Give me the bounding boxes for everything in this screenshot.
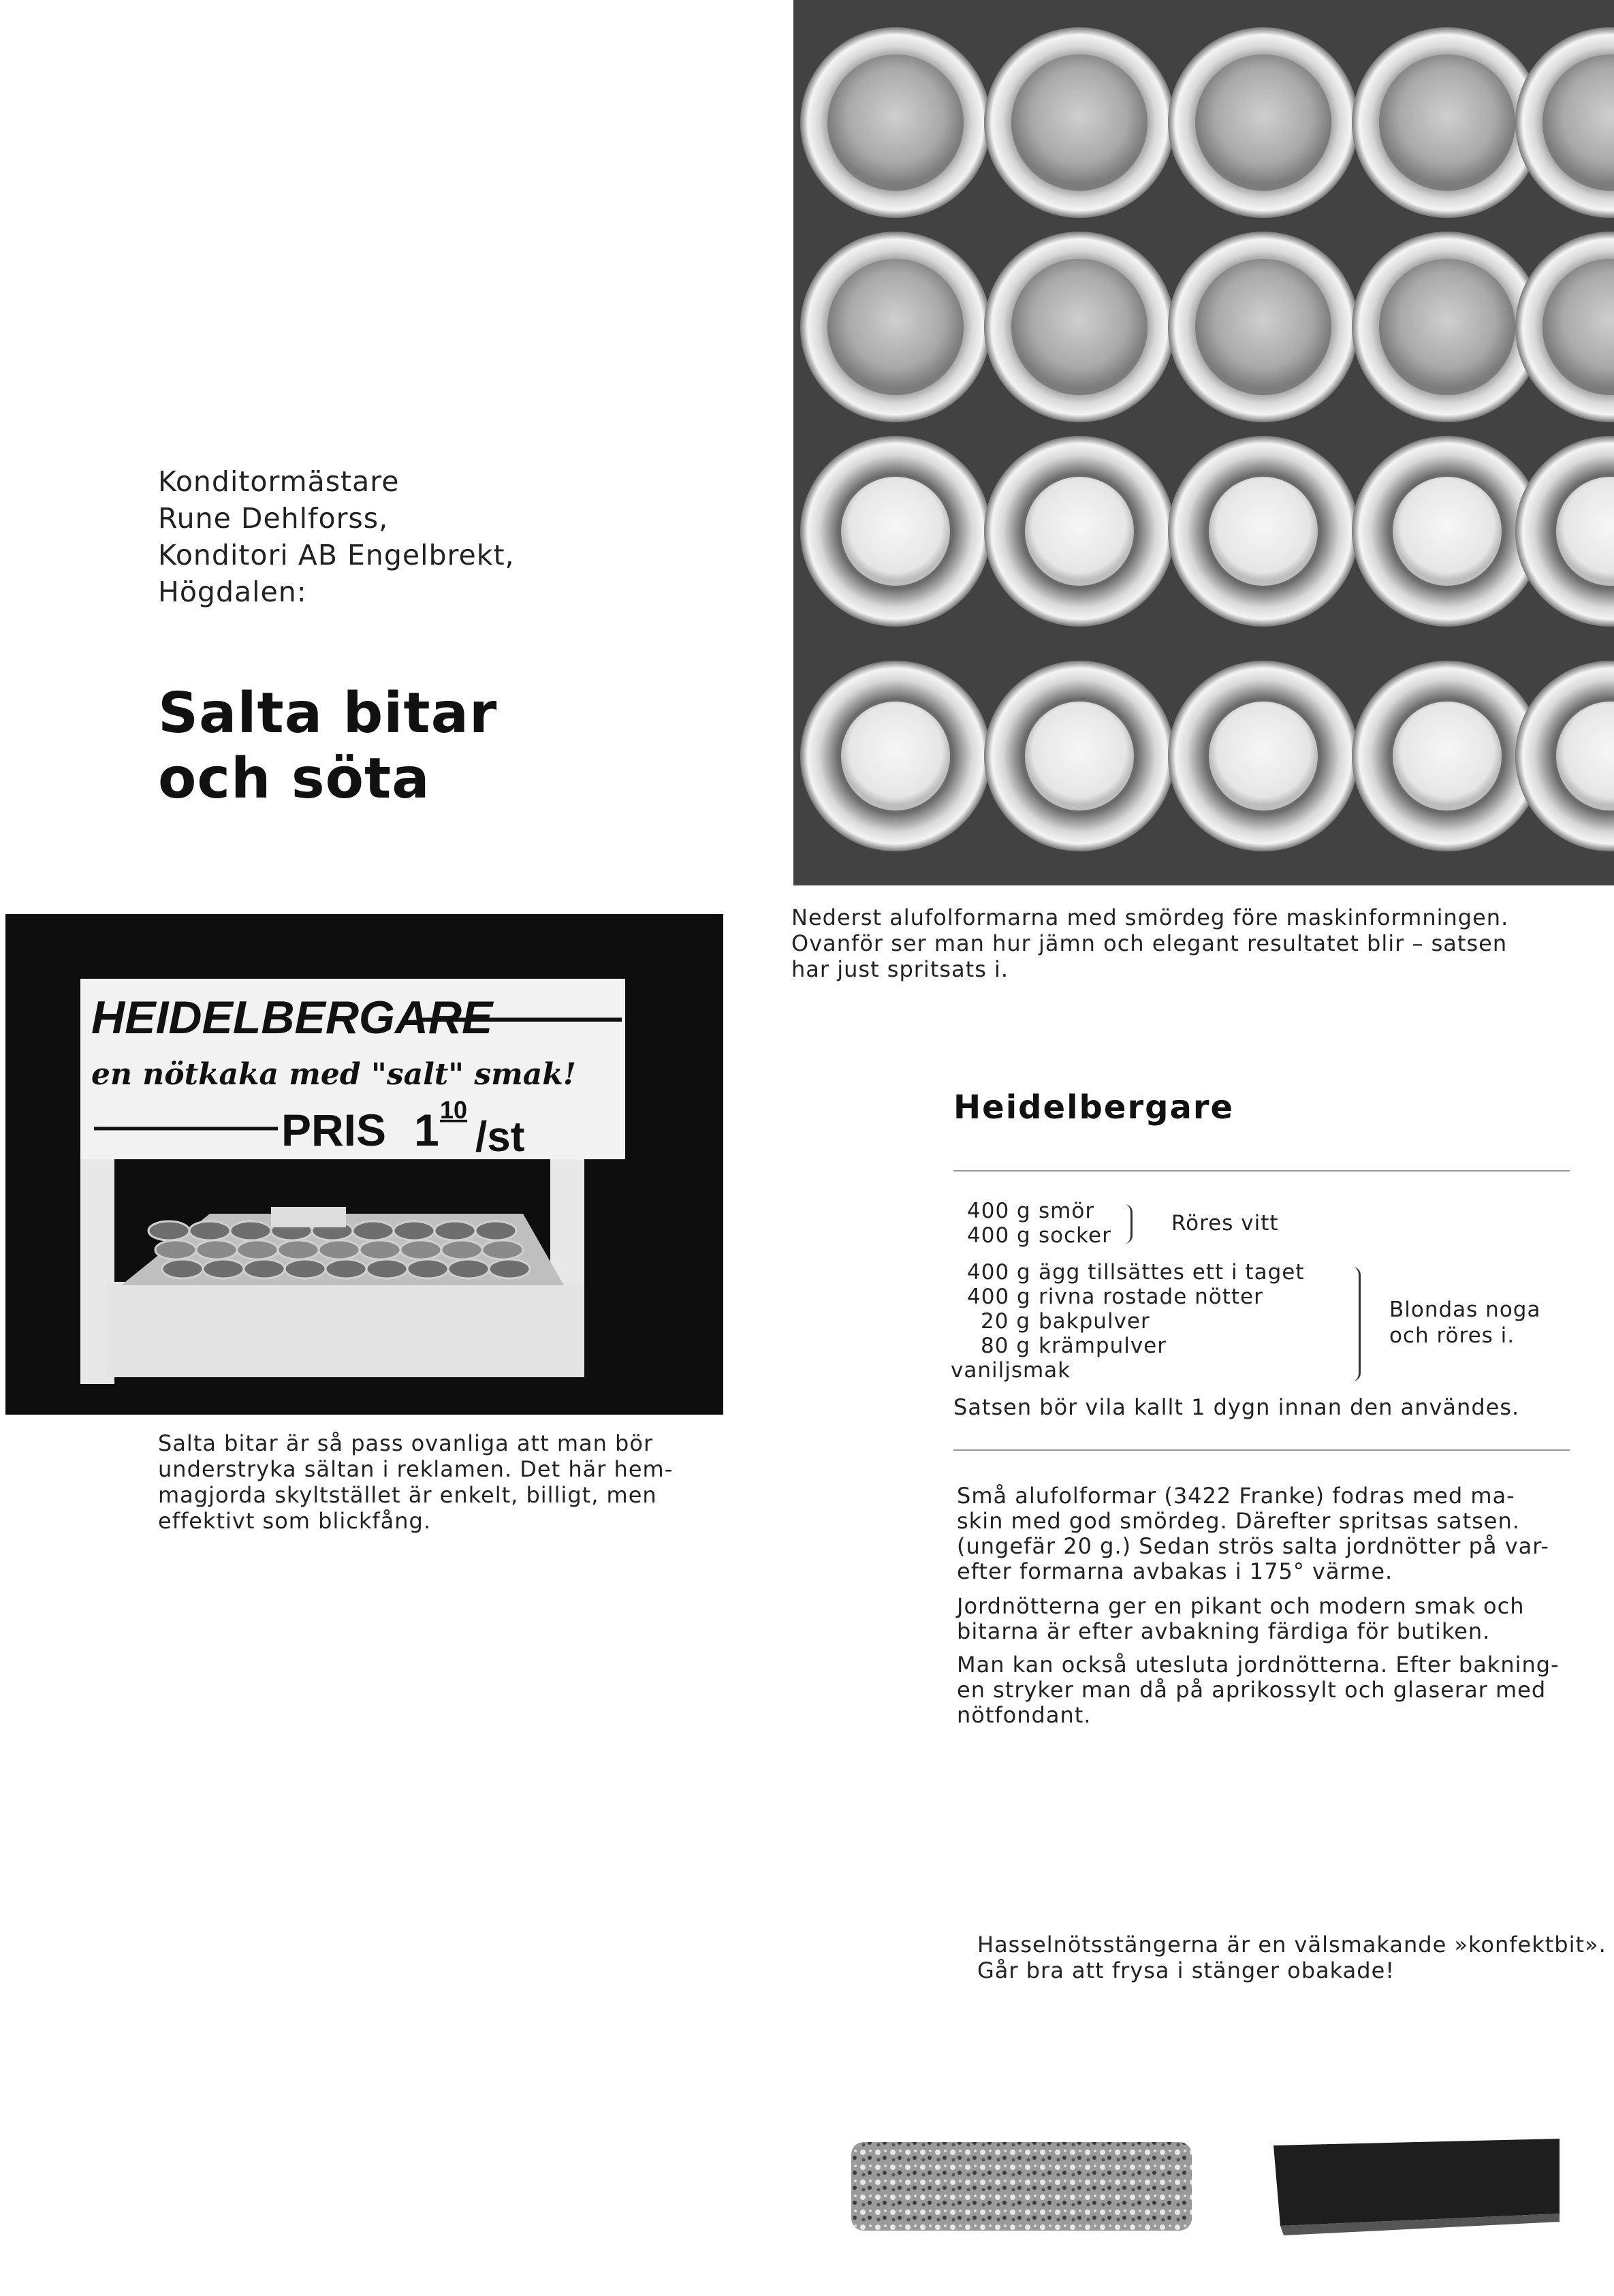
sign-pastry xyxy=(278,1240,319,1259)
baked-pastry xyxy=(1379,54,1515,191)
sign-pastry xyxy=(162,1259,203,1278)
sign-pastry xyxy=(237,1240,278,1259)
article-title xyxy=(158,681,497,812)
sign-pastry xyxy=(203,1259,244,1278)
sign-pastry xyxy=(244,1259,285,1278)
baked-pastry xyxy=(827,54,964,191)
baked-pastry xyxy=(1195,259,1331,395)
divider xyxy=(953,1170,1570,1171)
caption-line: har just spritsats i. xyxy=(791,956,1009,982)
baked-pastry xyxy=(1011,259,1148,395)
raw-dough xyxy=(1025,702,1134,811)
sign-pastry xyxy=(326,1259,366,1278)
hazelnut-bar-glazed xyxy=(1273,2139,1560,2226)
hazelnut-bar-plain xyxy=(851,2142,1192,2231)
byline-line: Konditormästare xyxy=(158,465,400,498)
baked-pastry xyxy=(1379,259,1515,395)
sign-heading: HEIDELBERGARE xyxy=(91,992,493,1043)
raw-dough xyxy=(1393,477,1502,586)
shop-sign-illustration xyxy=(5,914,723,1415)
sign-pastry xyxy=(319,1240,360,1259)
sign-pastry xyxy=(407,1259,448,1278)
photo-shop-sign xyxy=(5,914,723,1415)
ingredient-row: 400 g ägg tillsättes ett i taget xyxy=(967,1260,1305,1285)
caption-line: Ovanför ser man hur jämn och elegant resultatet blir – satsen xyxy=(791,930,1508,956)
raw-dough xyxy=(1209,702,1318,811)
method-paragraph: Jordnötterna ger en pikant och modern smak och bitarna är efter avbakning färdiga för butiken. xyxy=(957,1593,1525,1644)
byline-line: Rune Dehlforss, xyxy=(158,502,389,535)
photo-top-caption xyxy=(791,905,1540,982)
sign-subline: en nötkaka med "salt" smak! xyxy=(91,1057,577,1092)
sign-pastry xyxy=(489,1259,530,1278)
sign-pastry xyxy=(400,1240,441,1259)
sign-pastry xyxy=(441,1240,482,1259)
recipe-title: Heidelbergare xyxy=(953,1088,1235,1127)
sign-pastry xyxy=(155,1240,196,1259)
hazelnut-bars-illustration xyxy=(844,2043,1566,2248)
photo-bars-caption xyxy=(977,1932,1607,1983)
sign-price-int: 1 xyxy=(414,1105,439,1155)
ingredient-row: 400 g rivna rostade nötter xyxy=(967,1285,1263,1309)
byline-line: Konditori AB Engelbrekt, xyxy=(158,539,515,571)
raw-dough xyxy=(1025,477,1134,586)
sign-pastry xyxy=(196,1240,237,1259)
sign-pastry xyxy=(285,1259,326,1278)
ingredient-row: 80 g krämpulver xyxy=(981,1334,1167,1358)
sign-pastry xyxy=(448,1259,489,1278)
sign-price-dec: 10 xyxy=(440,1096,468,1124)
caption-line: Hasselnötsstängerna är en välsmakande »konfektbit». xyxy=(977,1932,1607,1957)
pastry-tins-illustration xyxy=(793,0,1614,885)
ingredient-row: vaniljsmak xyxy=(951,1358,1071,1383)
baked-pastry xyxy=(1195,54,1331,191)
raw-dough xyxy=(841,702,950,811)
sign-pastry xyxy=(148,1221,189,1240)
raw-dough xyxy=(841,477,950,586)
sign-pastry xyxy=(475,1221,516,1240)
rest-note: Satsen bör vila kallt 1 dygn innan den användes. xyxy=(953,1394,1520,1420)
raw-dough xyxy=(1393,702,1502,811)
photo-pastry-tins xyxy=(793,0,1614,885)
caption-line: Nederst alufolformarna med smördeg före maskinformningen. xyxy=(791,905,1509,930)
ingredient-note: Röres vitt xyxy=(1171,1211,1279,1236)
caption-line: Går bra att frysa i stänger obakade! xyxy=(977,1957,1395,1983)
ingredient-note: Blondas noga och röres i. xyxy=(1389,1298,1541,1348)
sign-pastry xyxy=(353,1221,394,1240)
caption-line: Salta bitar är så pass ovanliga att man bör xyxy=(158,1430,654,1456)
sign-pastry xyxy=(366,1259,407,1278)
raw-dough xyxy=(1209,477,1318,586)
method-paragraph: Små alufolformar (3422 Franke) fodras med ma- skin med god smördeg. Därefter spritsas satsen. (ungefär 20 g.) Sedan strös salta jordnötter på var- efter formarna avbakas i 175° värme. xyxy=(957,1483,1549,1584)
sign-pastry xyxy=(189,1221,230,1240)
sign-pastry xyxy=(482,1240,523,1259)
sign-pastry xyxy=(394,1221,434,1240)
byline-line: Högdalen: xyxy=(158,576,307,608)
photo-hazelnut-bars xyxy=(844,2043,1566,2248)
author-byline xyxy=(158,463,515,610)
divider xyxy=(953,1449,1570,1451)
photo-sign-caption xyxy=(158,1430,703,1534)
ingredient-row: 20 g bakpulver xyxy=(981,1309,1150,1334)
title-line: Salta bitar xyxy=(158,681,498,746)
sign-pastry xyxy=(230,1221,271,1240)
method-paragraph: Man kan också utesluta jordnötterna. Efter bakning- en stryker man då på aprikossylt och glaserar med nötfondant. xyxy=(957,1652,1560,1728)
baked-pastry xyxy=(827,259,964,395)
sign-pastry xyxy=(360,1240,400,1259)
brace xyxy=(1352,1267,1361,1381)
ingredient-row: 400 g smör xyxy=(967,1199,1095,1223)
caption-line: magjorda skyltstället är enkelt, billigt, men xyxy=(158,1482,657,1508)
ingredient-row: 400 g socker xyxy=(967,1223,1111,1248)
title-line: och söta xyxy=(158,746,430,811)
baked-pastry xyxy=(1011,54,1148,191)
brace xyxy=(1124,1204,1133,1244)
sign-price-unit: /st xyxy=(475,1114,525,1161)
sign-price-label: PRIS xyxy=(281,1105,387,1155)
caption-line: effektivt som blickfång. xyxy=(158,1508,431,1534)
sign-pastry xyxy=(434,1221,475,1240)
caption-line: understryka sältan i reklamen. Det här hem- xyxy=(158,1456,674,1482)
